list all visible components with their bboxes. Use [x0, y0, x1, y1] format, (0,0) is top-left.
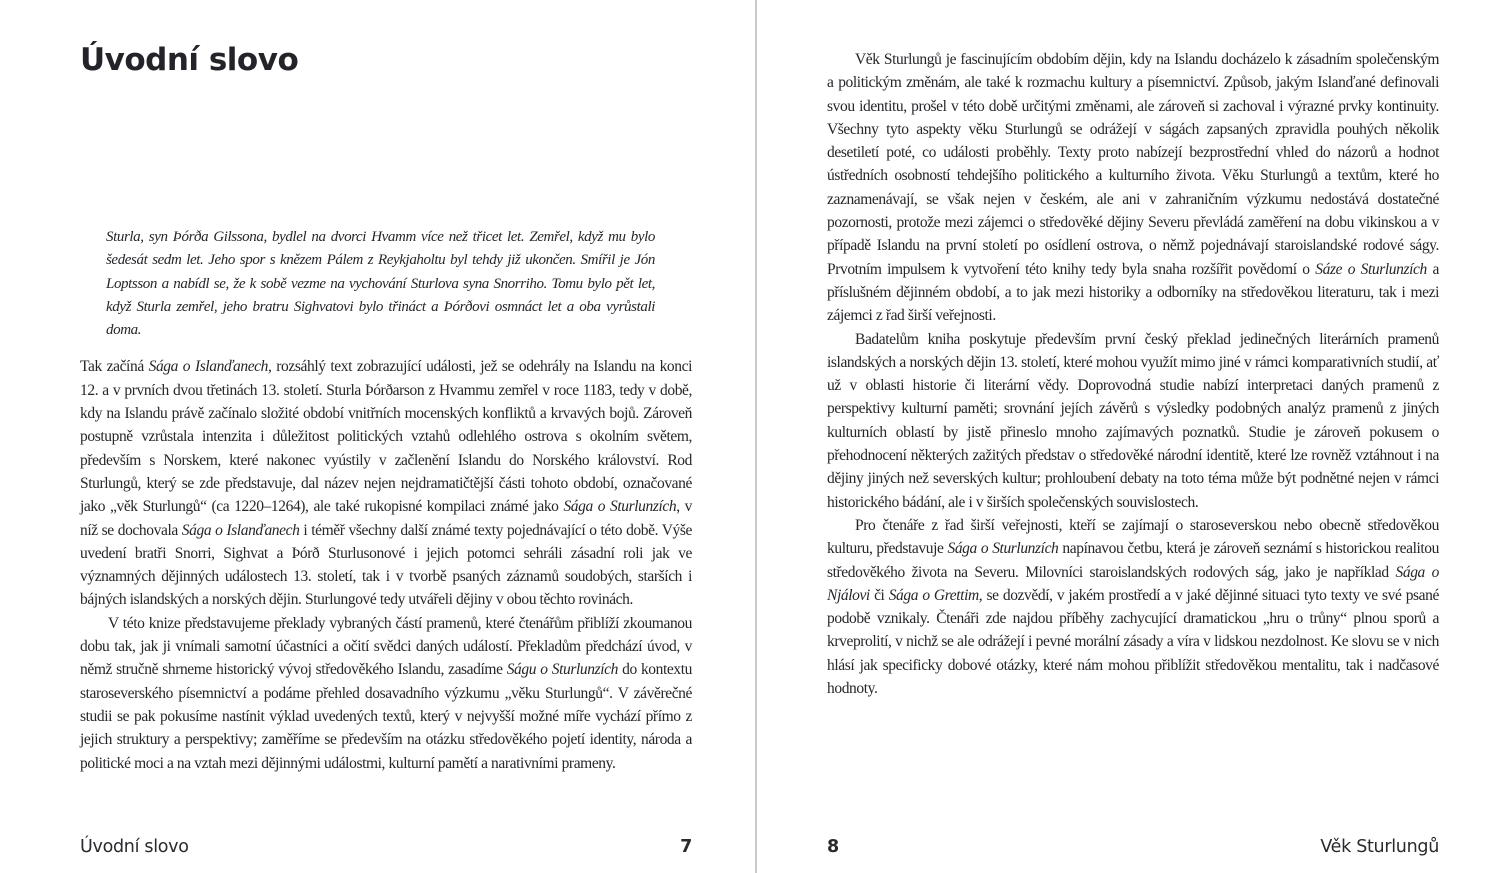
- work-title-italic: Ságu o Sturlunzích: [506, 661, 618, 679]
- text-run: do kontextu staroseverského písemnictví a podáme přehled dosavadního výzkumu „věku Sturlungů“. V závěrečné studii se pak pokusíme nastínit výklad uvedených textů, který v nejvyšší možné míře vychází přímo z jejich struktury a perspektivy; zaměříme se především na otázku středověkého pojetí identity, národa a politické moci a na vztah mezi dějinnými událostmi, kulturní pamětí a narativními prameny.: [80, 661, 692, 772]
- work-title-italic: Sága o Grettim: [888, 586, 979, 604]
- page-right: [757, 0, 1512, 873]
- left-page-content: [0, 0, 755, 775]
- body-paragraph: [827, 48, 1439, 328]
- page-number-right: 8: [827, 837, 839, 857]
- footer-left: [80, 837, 692, 857]
- chapter-title: Úvodní slovo: [80, 42, 299, 78]
- text-run: , rozsáhlý text zobrazující události, jež se odehrály na Islandu na konci 12. a v prvních dvou třetinách 13. století. Sturla Þórðarson z Hvammu zemřel v roce 1183, tedy v době, kdy na Islandu právě začínalo složité období vnitřních mocenských konfliktů a krvavých bojů. Zároveň postupně vzrůstala intenzita i důležitost politických vztahů odlehlého ostrova s okolním světem, především s Norskem, které nakonec vyústily v začlenění Islandu do Norského království. Rod Sturlungů, který se zde představuje, dal název nejen nejdramatičtější části tohoto období, označované jako „věk Sturlungů“ (ca 1220–1264), ale také rukopisné kompilaci známé jako: [80, 358, 693, 516]
- work-title-italic: Sága o Islanďanech: [181, 521, 300, 539]
- epigraph: [106, 226, 655, 342]
- body-paragraph: [80, 355, 692, 611]
- text-run: , se dozvědí, v jakém prostředí a v jaké dějinné situaci tyto texty ve své psané podobě vznikaly. Čtenáři zde najdou příběhy zachycující dramatickou „hru o trůny“ plnou sporů a krveprolití, v nichž se ale odrážejí i pevné morální zásady a víra v lidskou nezdolnost. Ke slovu se v nich hlásí jak specificky dobové otázky, které nám mohou přiblížit středověkou mentalitu, tak i nadčasové hodnoty.: [827, 586, 1439, 698]
- text-run: V této knize představujeme překlady vybraných částí pramenů, které čtenářům přiblíží zkoumanou dobu tak, jak ji vnímali samotní účastníci a očití svědci daných událostí. Překladům předchází úvod, v němž stručně shrneme historický vývoj středověkého Islandu, zasadíme: [80, 614, 692, 679]
- body-paragraph: [827, 514, 1439, 700]
- work-title-italic: Sturla, syn Þórða Gilssona, bydlel na dvorci Hvamm více než třicet let. Zemřel, když mu bylo šedesát sedm let. Jeho spor s knězem Pálem z Reykjaholtu byl tehdy již ukončen. Smířil je Jón Loptsson a nabídl se, že k sobě vezme na vychování Sturlova syna Snorriho. Tomu bylo pět let, když Sturla zemřel, jeho bratru Sighvatovi bylo třináct a Þórðovi osmnáct let a oba vyrůstali doma.: [106, 229, 655, 339]
- text-run: Tak začíná: [80, 358, 149, 376]
- running-title-left: Úvodní slovo: [80, 837, 189, 857]
- body-paragraph: [827, 328, 1439, 514]
- text-run: Věk Sturlungů je fascinujícím obdobím dějin, kdy na Islandu docházelo k zásadním společenským a politickým změnám, ale také k rozmachu kultury a písemnictví. Způsob, jakým Islanďané definovali svou identitu, prošel v této době určitými změnami, ale zároveň si zachoval i výrazné prvky kontinuity. Všechny tyto aspekty věku Sturlungů se odrážejí v ságách zapsaných zpravidla pouhých několik desetiletí poté, co události proběhly. Texty proto nabízejí bezprostřední vhled do názorů a hodnot ústředních osobností tehdejšího politického a kulturního života. Věku Sturlungů a textům, které ho zaznamenávají, se však nejen v českém, ale ani v zahraničním výzkumu nedostává dostatečné pozornosti, protože mezi zájemci o středověké dějiny Severu převládá zaměření na dobu vikinskou a v případě Islandu na první století po osídlení ostrova, o němž pojednávají staroislandské rodové ságy. Prvotním impulsem k vytvoření této knihy tedy byla snaha rozšířit povědomí o: [827, 51, 1439, 278]
- left-body-text: [80, 355, 692, 774]
- page-number-left: 7: [680, 837, 692, 857]
- text-run: a příslušném dějinném období, a to jak mezi historiky a odborníky na středověkou literaturu, tak i mezi zájemci z řad širší veřejnosti.: [827, 260, 1439, 325]
- text-run: napínavou četbu, která je zároveň seznámí s historickou realitou středověkého života na Severu. Milovníci staroislandských rodových ság, jako je například: [827, 540, 1439, 581]
- text-run: či: [869, 586, 889, 604]
- work-title-italic: Sága o Islanďanech: [148, 358, 269, 376]
- text-run: Badatelům kniha poskytuje především první český překlad jedinečných literárních pramenů islandských a norských dějin 13. století, které mohou využít mimo jiné v rámci komparativních studií, ať už v oblasti historie či literární vědy. Doprovodná studie nabízí interpretaci daných pramenů z perspektivy kulturní paměti; srovnání jejích závěrů s výsledky podobných analýz pramenů z jiných kulturních oblastí by jistě přineslo mnoho zajímavých poznatků. Studie je zároveň pokusem o přehodnocení některých zažitých představ o středověké národní identitě, které lze rovněž vztáhnout i na dějiny jiných než severských kultur; prohloubení debaty na toto téma může být podnětné nejen v rámci historického bádání, ale i v širších společenských souvislostech.: [827, 330, 1439, 511]
- text-run: i téměř všechny další známé texty pojednávající o této době. Výše uvedení bratři Snorri, Sighvat a Þórð Sturlusonové i jejich potomci sehráli zásadní roli jak ve významných dějinných událostech 13. století, tak i v tvorbě psaných záznamů soudobých, starších i bájných islandských a norských dějin. Sturlungové tedy utvářeli dějiny v obou těchto rovinách.: [80, 521, 692, 609]
- page-left: [0, 0, 755, 873]
- text-run: Pro čtenáře z řad širší veřejnosti, kteří se zajímají o staroseverskou nebo obecně středověkou kulturu, představuje: [827, 516, 1439, 558]
- work-title-italic: Sága o Sturlunzích: [563, 498, 677, 516]
- work-title-italic: Sáze o Sturlunzích: [1315, 260, 1427, 278]
- text-run: , v níž se dochovala: [80, 498, 692, 539]
- right-page-content: [757, 0, 1512, 700]
- work-title-italic: Sága o Njálovi: [827, 563, 1439, 604]
- right-body-text: [827, 48, 1439, 700]
- footer-right: [827, 837, 1439, 857]
- body-paragraph: [80, 612, 692, 775]
- work-title-italic: Sága o Sturlunzích: [947, 540, 1059, 558]
- running-title-right: Věk Sturlungů: [1320, 837, 1439, 857]
